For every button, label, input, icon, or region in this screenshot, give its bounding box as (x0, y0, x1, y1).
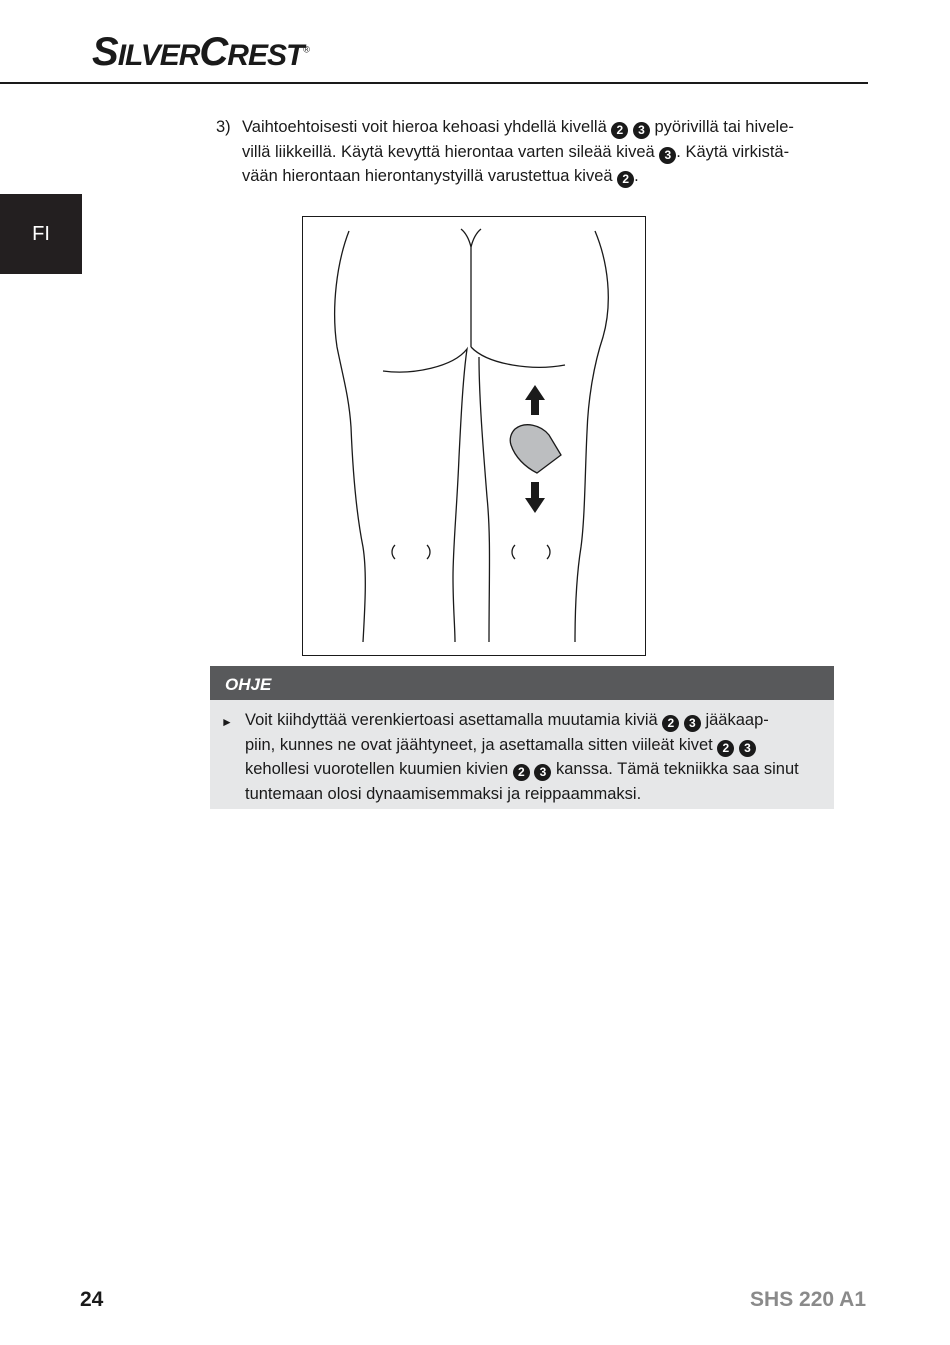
silvercrest-logo: SILVERCREST® (92, 30, 309, 74)
stone-2-badge: 2 (617, 171, 634, 188)
model-number: SHS 220 A1 (750, 1288, 866, 1311)
stone-3-badge: 3 (633, 122, 650, 139)
arrow-down-icon (525, 482, 545, 513)
instruction-step-3 (216, 115, 836, 189)
language-tab-label: FI (32, 222, 50, 245)
stone-3-badge: 3 (534, 764, 551, 781)
note-box (210, 666, 834, 809)
note-title: OHJE (210, 666, 834, 700)
bullet-arrow-icon: ► (221, 715, 233, 729)
stone-2-badge: 2 (717, 740, 734, 757)
massage-illustration (302, 216, 646, 656)
stone-2-badge: 2 (513, 764, 530, 781)
language-tab (0, 194, 82, 274)
step-text: Vaihtoehtoisesti voit hieroa kehoasi yhdellä kivellä 2 3 pyörivillä tai hivele- villä liikkeillä. Käytä kevyttä hierontaa varten sileää kiveä 3 . Käytä virkistä- vään hierontaan hierontanystyillä varustettua kiveä 2 . (242, 118, 794, 186)
stone-3-badge: 3 (739, 740, 756, 757)
stone-2-badge: 2 (662, 715, 679, 732)
stone-3-badge: 3 (684, 715, 701, 732)
stone-2-badge: 2 (611, 122, 628, 139)
arrow-up-icon (525, 385, 545, 415)
header-rule (0, 82, 868, 84)
legs-back-view-drawing (303, 217, 644, 654)
step-number: 3) (216, 118, 231, 136)
massage-stone-icon (510, 425, 561, 473)
page-number: 24 (80, 1288, 104, 1311)
note-text: ► Voit kiihdyttää verenkiertoasi asettamalla muutamia kiviä 2 3 jääkaap- piin, kunnes ne ovat jäähtyneet, ja asettamalla sitten viileät kivet 2 3 kehollesi vuorotellen kuumien kivien 2 3 kanssa. Tämä tekniikka saa sinut tuntemaan olosi dynaamisemmaksi ja reippaammaksi. (221, 711, 799, 803)
stone-3-badge: 3 (659, 147, 676, 164)
